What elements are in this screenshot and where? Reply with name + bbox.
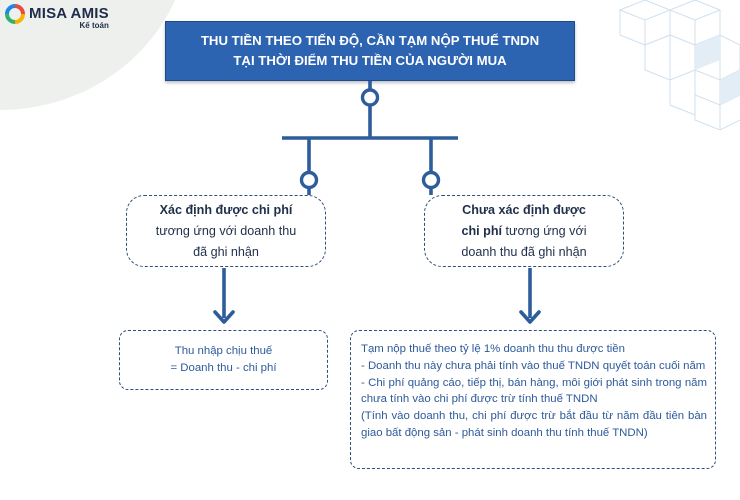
- result-left-line-1: Thu nhập chịu thuế: [174, 345, 273, 357]
- result-right-line-4: (Tính vào doanh thu, chi phí được trừ bắt đầu từ năm đầu tiên bàn giao bất động sản - phát sinh doanh thu tính thuế TNDN): [361, 410, 707, 439]
- branch-node-cost-undetermined: [424, 195, 624, 267]
- node-right-bold-1: Chưa xác định được: [462, 202, 586, 217]
- node-left-line-2: tương ứng với doanh thu: [155, 223, 297, 238]
- logo-subtitle: Kế toán: [79, 21, 109, 30]
- result-right-line-3: - Chi phí quảng cáo, tiếp thị, bán hàng, môi giới phát sinh trong năm chưa tính vào chi phí được trừ tính thuế TNDN: [361, 376, 707, 406]
- node-right-bold-2: chi phí: [461, 223, 503, 238]
- title-line-2: TẠI THỜI ĐIỂM THU TIỀN CỦA NGƯỜI MUA: [233, 53, 507, 68]
- logo-brand: MISA AMIS: [29, 5, 109, 22]
- node-right-line-2-rest: tương ứng với: [502, 223, 587, 238]
- node-right-line-3: doanh thu đã ghi nhận: [461, 244, 587, 259]
- result-right-line-2: - Doanh thu này chưa phải tính vào thuế TNDN quyết toán cuối năm: [361, 359, 706, 372]
- branch-node-cost-determined: [126, 195, 326, 267]
- node-left-bold: Xác định được chi phí: [159, 202, 293, 217]
- title-line-1: THU TIỀN THEO TIẾN ĐỘ, CẦN TẠM NỘP THUẾ TNDN: [200, 33, 540, 48]
- result-provisional-tax: [350, 330, 716, 469]
- junction-circle-right: [424, 173, 439, 188]
- result-left-line-2: = Doanh thu - chi phí: [170, 362, 277, 374]
- result-right-line-1: Tạm nộp thuế theo tỷ lệ 1% doanh thu thu được tiền: [361, 343, 625, 355]
- result-taxable-income: [119, 330, 328, 390]
- junction-circle-left: [302, 173, 317, 188]
- junction-circle-top: [363, 90, 378, 105]
- node-left-line-3: đã ghi nhận: [193, 244, 259, 259]
